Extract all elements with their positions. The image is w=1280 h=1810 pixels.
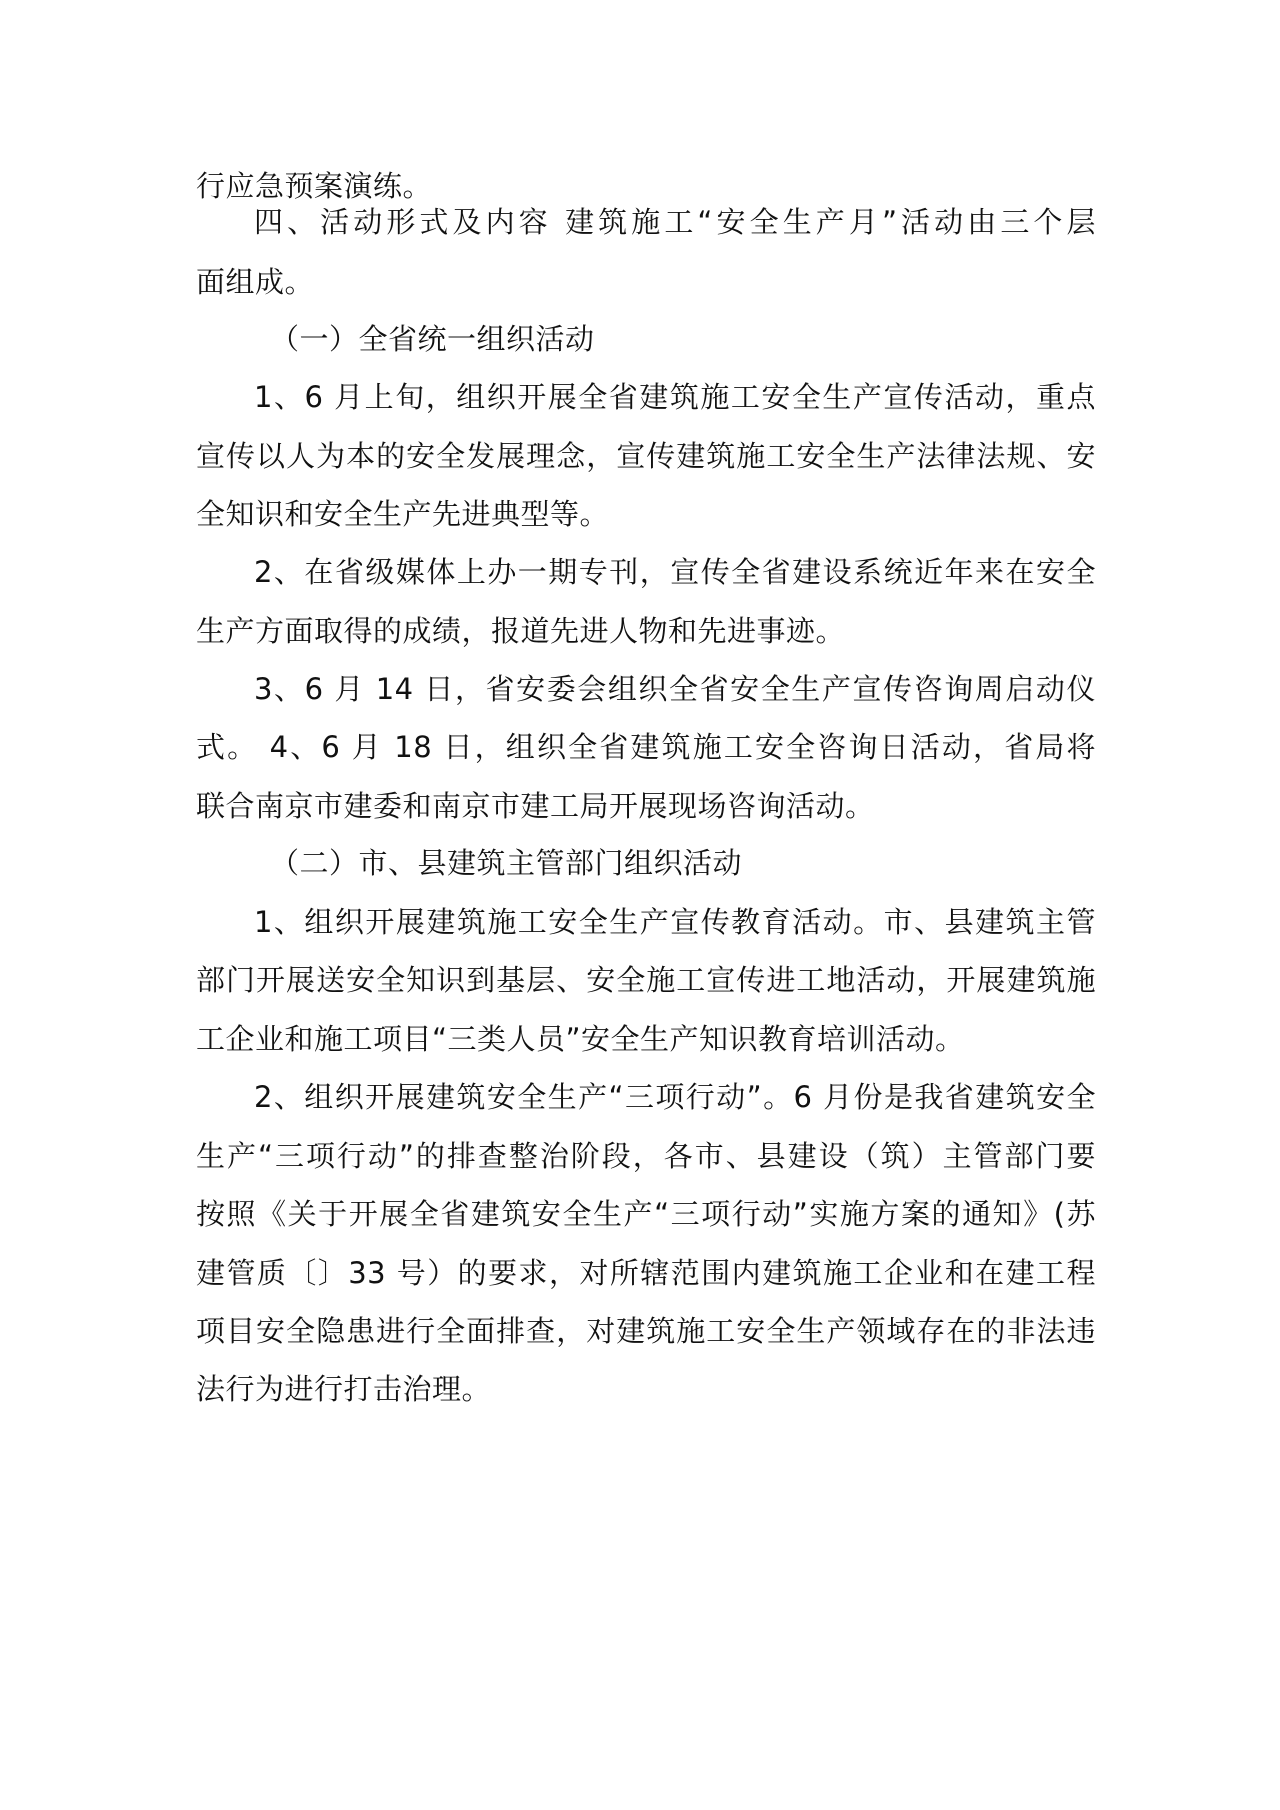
text-line: 法行为进行打击治理。	[196, 1372, 492, 1406]
text-line: 1、6 月上旬，组织开展全省建筑施工安全生产宣传活动，重点	[254, 380, 1096, 414]
text-line: 3、6 月 14 日，省安委会组织全省安全生产宣传咨询周启动仪	[254, 672, 1096, 706]
text-line: 工企业和施工项目“三类人员”安全生产知识教育培训活动。	[196, 1022, 965, 1056]
subsection-heading-two: （二）市、县建筑主管部门组织活动	[270, 846, 743, 880]
text-line: 式。 4、6 月 18 日，组织全省建筑施工安全咨询日活动，省局将	[196, 730, 1096, 764]
text-line: 联合南京市建委和南京市建工局开展现场咨询活动。	[196, 789, 875, 823]
text-line: 部门开展送安全知识到基层、安全施工宣传进工地活动，开展建筑施	[196, 963, 1096, 997]
text-line: 宣传以人为本的安全发展理念，宣传建筑施工安全生产法律法规、安	[196, 439, 1096, 473]
text-line: 2、组织开展建筑安全生产“三项行动”。6 月份是我省建筑安全	[254, 1080, 1096, 1114]
section-heading-four: 四、活动形式及内容 建筑施工“安全生产月”活动由三个层	[254, 205, 1096, 239]
text-line: 全知识和安全生产先进典型等。	[196, 497, 610, 531]
text-line: 建管质〔〕33 号）的要求，对所辖范围内建筑施工企业和在建工程	[196, 1256, 1096, 1290]
text-line: 生产方面取得的成绩，报道先进人物和先进事迹。	[196, 614, 846, 648]
text-line: 生产“三项行动”的排查整治阶段，各市、县建设（筑）主管部门要	[196, 1139, 1096, 1173]
text-line: 面组成。	[196, 265, 315, 299]
text-line: 项目安全隐患进行全面排查，对建筑施工安全生产领域存在的非法违	[196, 1314, 1096, 1348]
text-line: 行应急预案演练。	[196, 169, 433, 203]
text-line: 2、在省级媒体上办一期专刊，宣传全省建设系统近年来在安全	[254, 555, 1096, 589]
text-line: 1、组织开展建筑施工安全生产宣传教育活动。市、县建筑主管	[254, 905, 1096, 939]
subsection-heading-one: （一）全省统一组织活动	[270, 322, 595, 356]
text-line: 按照《关于开展全省建筑安全生产“三项行动”实施方案的通知》(苏	[196, 1197, 1096, 1231]
